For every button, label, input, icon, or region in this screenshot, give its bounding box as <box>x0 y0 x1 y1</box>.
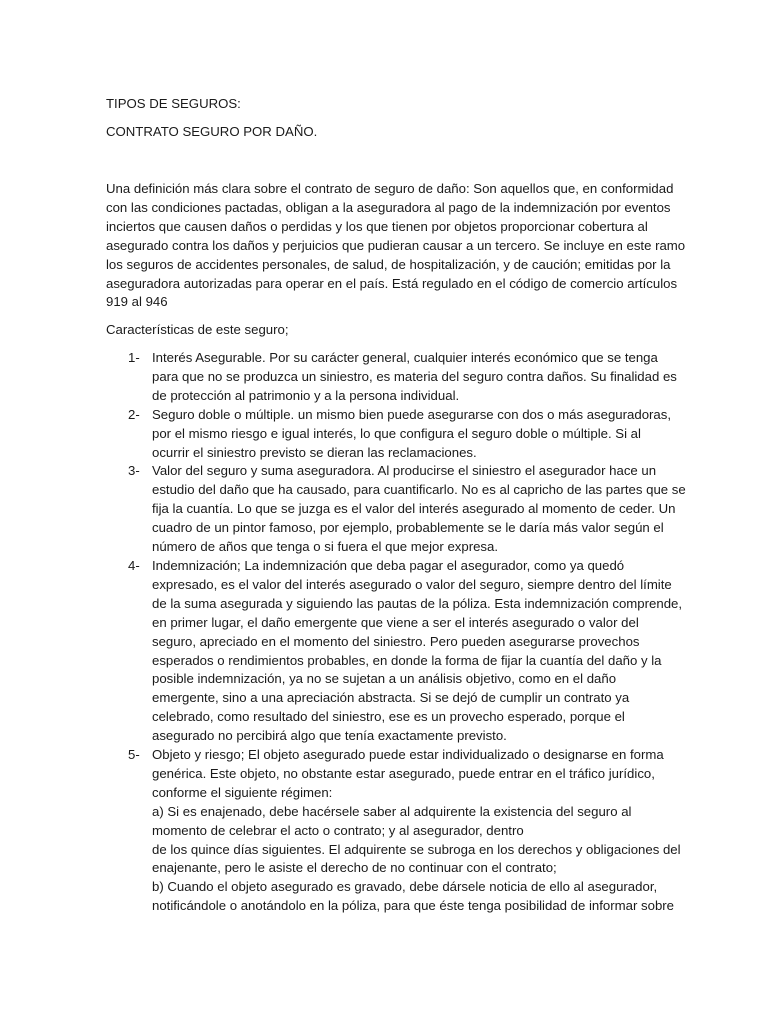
heading-tipos-de-seguros: TIPOS DE SEGUROS: <box>106 96 241 111</box>
list-item-line: notificándole o anotándolo en la póliza, para que éste tenga posibilidad de informar sobre <box>152 898 675 914</box>
intro-line: inciertos que causen daños o perdidas y los que tienen por objetos proporcionar cobertura al <box>106 218 648 234</box>
characteristics-list <box>128 349 686 916</box>
list-item-line: seguro, apreciado en el momento del siniestro. Pero pueden asegurarse provechos <box>152 633 640 649</box>
list-item-number: 5- <box>128 747 140 763</box>
list-item-line: de los quince días siguientes. El adquirente se subroga en los derechos y obligaciones del <box>152 841 681 857</box>
list-item-line: a) Si es enajenado, debe hacérsele saber al adquirente la existencia del seguro al <box>152 803 632 819</box>
list-item-line: Valor del seguro y suma aseguradora. Al producirse el siniestro el asegurador hace un <box>152 463 657 479</box>
list-item-line: número de años que tenga o si fuera el que mejor expresa. <box>152 539 499 555</box>
list-item <box>128 406 672 463</box>
list-item <box>128 746 681 916</box>
intro-line: los seguros de accidentes personales, de salud, de hospitalización, y de caución; emitidas por la <box>106 256 671 272</box>
list-item <box>128 349 677 406</box>
list-item-line: asegurado no percibirá algo que tenía exactamente previsto. <box>152 728 507 744</box>
heading-contrato-seguro: CONTRATO SEGURO POR DAÑO. <box>106 124 318 139</box>
characteristics-title: Características de este seguro; <box>106 322 289 337</box>
list-item-line: de protección al patrimonio y a la persona individual. <box>152 387 460 403</box>
list-item-line: Interés Asegurable. Por su carácter general, cualquier interés económico que se tenga <box>152 350 658 365</box>
list-item-line: cuadro de un pintor famoso, por ejemplo, probablemente se le daría más valor según el <box>152 520 664 536</box>
intro-line: con las condiciones pactadas, obligan a la aseguradora al pago de la indemnización por eventos <box>106 199 671 215</box>
list-item-line: por el mismo riesgo e igual interés, lo que configura el seguro doble o múltiple. Si al <box>152 425 641 441</box>
list-item-line: posible indemnización, ya no se sujetan a un análisis objetivo, como en el daño <box>152 671 617 687</box>
list-item-line: ocurrir el siniestro previsto se dieran las reclamaciones. <box>152 444 477 460</box>
list-item-number: 4- <box>128 557 140 573</box>
list-item-line: Objeto y riesgo; El objeto asegurado puede estar individualizado o designarse en forma <box>152 747 664 763</box>
list-item-line: momento de celebrar el acto o contrato; y al asegurador, dentro <box>152 822 524 838</box>
list-item-number: 3- <box>128 463 140 479</box>
list-item-line: genérica. Este objeto, no obstante estar asegurado, puede entrar en el tráfico jurídico, <box>152 765 655 781</box>
list-item-line: emergente, sino a una apreciación abstracta. Si se dejó de cumplir un contrato ya <box>152 690 630 706</box>
list-item-line: celebrado, como resultado del siniestro, ese es un provecho esperado, porque el <box>152 709 625 725</box>
list-item-line: enajenante, pero le asiste el derecho de no continuar con el contrato; <box>152 860 557 876</box>
list-item-line: b) Cuando el objeto asegurado es gravado, debe dársele noticia de ello al asegurador, <box>152 879 658 895</box>
intro-line: aseguradora autorizadas para operar en el país. Está regulado en el código de comercio artículos <box>106 275 678 291</box>
list-item-line: Seguro doble o múltiple. un mismo bien puede asegurarse con dos o más aseguradoras, <box>152 406 672 422</box>
list-item-line: estudio del daño que ha causado, para cuantificarlo. No es al capricho de las partes que se <box>152 482 686 498</box>
list-item-number: 2- <box>128 406 140 422</box>
list-item <box>128 557 683 746</box>
list-item-line: expresado, es el valor del interés asegurado o valor del seguro, siempre dentro del límite <box>152 576 672 592</box>
list-item-line: en primer lugar, el daño emergente que viene a ser el interés asegurado o valor del <box>152 614 639 630</box>
list-item-line: esperados o rendimientos probables, en donde la forma de fijar la cuantía del daño y la <box>152 652 662 668</box>
list-item-number: 1- <box>128 350 140 365</box>
list-item-line: para que no se produzca un siniestro, es materia del seguro contra daños. Su finalidad es <box>152 368 677 384</box>
intro-paragraph <box>106 180 686 312</box>
list-item-line: Indemnización; La indemnización que deba pagar el asegurador, como ya quedó <box>152 557 625 573</box>
intro-line: Una definición más clara sobre el contrato de seguro de daño: Son aquellos que, en conformidad <box>106 181 674 196</box>
intro-line: 919 al 946 <box>106 294 168 310</box>
list-item-line: de la suma asegurada y siguiendo las pautas de la póliza. Esta indemnización comprende, <box>152 595 683 611</box>
list-item <box>128 462 686 557</box>
intro-line: asegurado contra los daños y perjuicios que pudieran causar a un tercero. Se incluye en este ramo <box>106 237 686 253</box>
list-item-line: conforme el siguiente régimen: <box>152 784 333 800</box>
list-item-line: fija la cuantía. Lo que se juzga es el valor del interés asegurado al momento de ceder. Un <box>152 501 676 517</box>
